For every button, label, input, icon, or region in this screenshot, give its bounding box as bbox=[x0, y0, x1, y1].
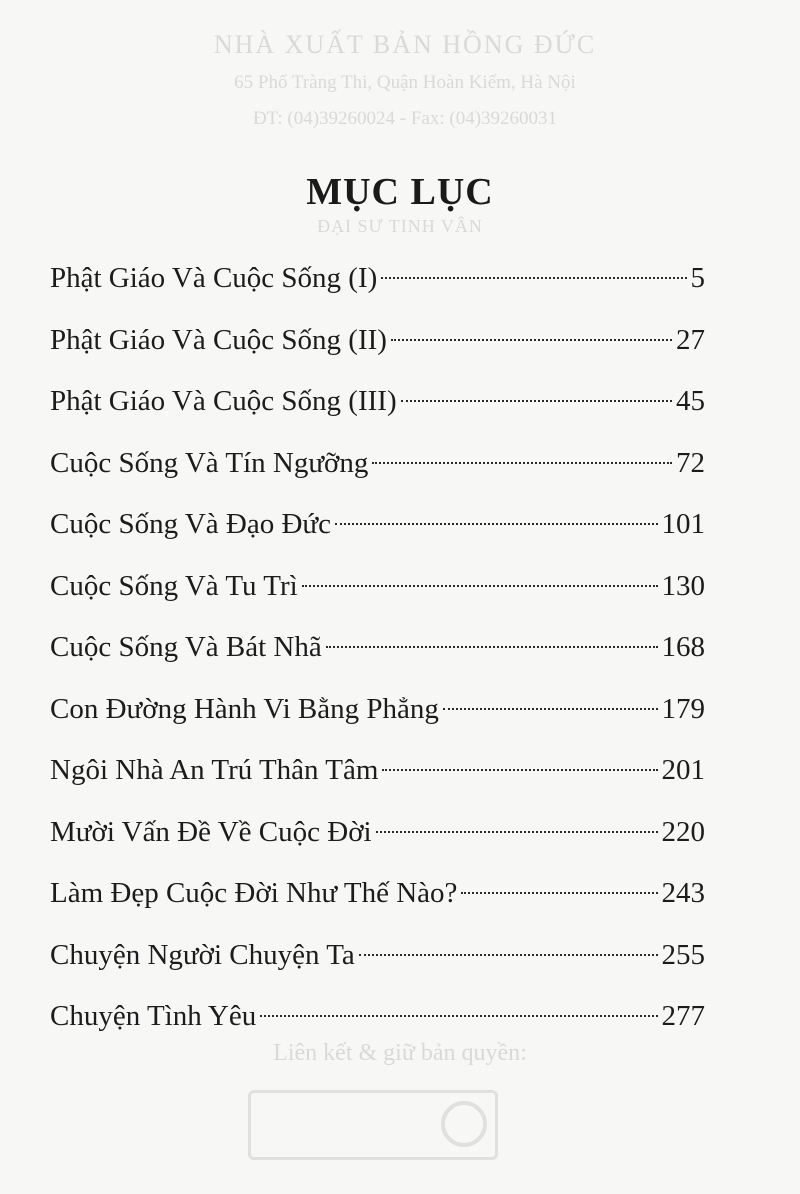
toc-entry-title: Cuộc Sống Và Tín Ngưỡng bbox=[50, 446, 369, 479]
bleed-through-phone: ĐT: (04)39260024 - Fax: (04)39260031 bbox=[252, 108, 558, 129]
toc-entry-page-number: 101 bbox=[661, 508, 705, 540]
toc-dot-leader bbox=[372, 462, 672, 464]
toc-entry bbox=[50, 863, 705, 925]
toc-entry-title: Cuộc Sống Và Tu Trì bbox=[50, 569, 298, 602]
toc-dot-leader bbox=[401, 400, 672, 402]
toc-entry bbox=[50, 679, 705, 741]
toc-entry-page-number: 201 bbox=[661, 754, 705, 786]
toc-entry-page-number: 72 bbox=[676, 446, 705, 479]
toc-entry bbox=[50, 802, 705, 864]
toc-entry-page-number: 220 bbox=[661, 815, 705, 848]
toc-entry-title: Làm Đẹp Cuộc Đời Như Thế Nào? bbox=[50, 877, 458, 909]
logo-ring-icon bbox=[441, 1101, 487, 1147]
toc-entry bbox=[50, 556, 705, 618]
toc-entry bbox=[50, 740, 705, 802]
bleed-through-logo bbox=[248, 1090, 498, 1160]
toc-entry-title: Mười Vấn Đề Về Cuộc Đời bbox=[50, 815, 372, 848]
toc-entry bbox=[50, 248, 705, 310]
toc-entry bbox=[50, 433, 705, 495]
toc-entry-page-number: 243 bbox=[661, 877, 705, 909]
table-of-contents bbox=[50, 248, 705, 1048]
toc-dot-leader bbox=[302, 585, 658, 587]
bleed-through-address: 65 Phố Tràng Thi, Quận Hoàn Kiếm, Hà Nội bbox=[234, 72, 576, 93]
toc-dot-leader bbox=[335, 523, 658, 525]
toc-dot-leader bbox=[382, 769, 657, 771]
bleed-through-rights: Liên kết & giữ bản quyền: bbox=[273, 1040, 527, 1066]
toc-dot-leader bbox=[359, 954, 658, 956]
toc-entry-page-number: 130 bbox=[661, 569, 705, 602]
toc-dot-leader bbox=[381, 277, 686, 279]
toc-dot-leader bbox=[443, 708, 658, 710]
toc-entry bbox=[50, 310, 705, 372]
toc-entry-title: Con Đường Hành Vi Bằng Phẳng bbox=[50, 692, 439, 725]
toc-dot-leader bbox=[376, 831, 658, 833]
toc-entry-title: Cuộc Sống Và Bát Nhã bbox=[50, 631, 322, 663]
toc-entry-title: Chuyện Tình Yêu bbox=[50, 1000, 257, 1032]
toc-entry-page-number: 179 bbox=[661, 692, 705, 725]
bleed-through-author: ĐẠI SƯ TINH VÂN bbox=[317, 216, 483, 236]
toc-entry-title: Phật Giáo Và Cuộc Sống (II) bbox=[50, 323, 387, 356]
toc-entry bbox=[50, 617, 705, 679]
toc-dot-leader bbox=[326, 646, 658, 648]
toc-entry bbox=[50, 925, 705, 987]
toc-dot-leader bbox=[461, 892, 657, 894]
toc-entry-page-number: 277 bbox=[661, 1000, 705, 1032]
toc-entry-page-number: 5 bbox=[690, 262, 705, 294]
toc-entry-title: Cuộc Sống Và Đạo Đức bbox=[50, 508, 331, 540]
toc-dot-leader bbox=[391, 339, 672, 341]
toc-entry-title: Phật Giáo Và Cuộc Sống (I) bbox=[50, 262, 378, 294]
page-title: MỤC LỤC bbox=[306, 171, 494, 214]
toc-entry bbox=[50, 986, 705, 1048]
toc-entry-page-number: 255 bbox=[661, 938, 705, 971]
toc-entry-title: Phật Giáo Và Cuộc Sống (III) bbox=[50, 385, 397, 417]
toc-entry-title: Chuyện Người Chuyện Ta bbox=[50, 938, 355, 971]
toc-entry-page-number: 27 bbox=[676, 323, 705, 356]
toc-entry bbox=[50, 494, 705, 556]
toc-entry bbox=[50, 371, 705, 433]
bleed-through-publisher: NHÀ XUẤT BẢN HỒNG ĐỨC bbox=[213, 30, 597, 59]
toc-entry-page-number: 45 bbox=[676, 385, 705, 417]
toc-dot-leader bbox=[260, 1015, 657, 1017]
toc-entry-title: Ngôi Nhà An Trú Thân Tâm bbox=[50, 754, 379, 786]
toc-entry-page-number: 168 bbox=[661, 631, 705, 663]
